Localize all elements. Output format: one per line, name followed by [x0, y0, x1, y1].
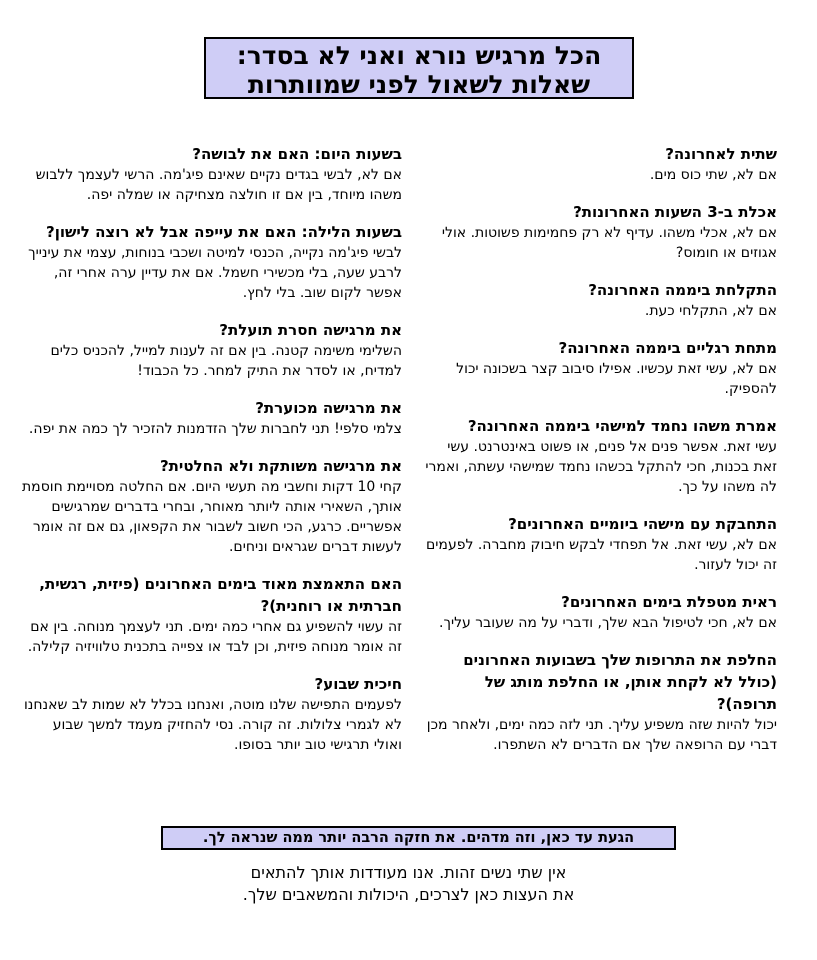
- question-title: את מרגישה חסרת תועלת?: [219, 321, 402, 339]
- question-answer: אם לא, לבשי בגדים נקיים שאינם פיג'מה. הרשי לעצמך ללבוש משהו מיוחד, בין אם זו חולצה מצחיקה או שמלה יפה.: [35, 167, 402, 203]
- question-answer: קחי 10 דקות וחשבי מה תעשי היום. אם החלטה מסויימת חוסמת אותך, השאירי אותה ליותר מאוחר, ובחרי בדברים שמרגישים אפשריים. כרגע, הכי חשוב לשבור את הקפאון, גם אם זה אומר לעשות דברים שגראים וניחים.: [21, 479, 402, 555]
- question-block: [421, 415, 777, 497]
- closing-line-1: אין שתי נשים זהות. אנו מעודדות אותך להתאים: [250, 863, 567, 882]
- question-answer: יכול להיות שזה משפיע עליך. תני לזה כמה ימים, ולאחר מכן דברי עם הרופאה שלך אם הדברים לא השתפרו.: [426, 717, 777, 753]
- question-title: התקלחת ביממה האחרונה?: [588, 281, 777, 299]
- question-answer: אם לא, חכי לטיפול הבא שלך, ודברי על מה שעובר עליך.: [439, 615, 777, 631]
- question-answer: אם לא, עשי זאת עכשיו. אפילו סיבוב קצר בשכונה יכול להספיק.: [456, 361, 777, 397]
- question-block: [421, 201, 777, 263]
- question-block: [421, 649, 777, 755]
- question-title: את מרגישה מכוערת?: [255, 399, 402, 417]
- title-line-1: הכל מרגיש נורא ואני לא בסדר:: [236, 41, 602, 70]
- closing-line-2: את העצות כאן לצרכים, היכולות והמשאבים שלך.: [242, 885, 575, 904]
- question-answer: לפעמים התפישה שלנו מוטה, ואנחנו בכלל לא שמות לב שאנחנו לא לגמרי צלולות. זה קורה. נסי להחזיק מעמד למשך שבוע ואולי תרגישי טוב יותר בסופו.: [23, 697, 402, 753]
- question-block: [22, 573, 402, 657]
- question-block: [421, 337, 777, 399]
- question-title: אכלת ב-3 השעות האחרונות?: [573, 203, 777, 221]
- question-block: [22, 319, 402, 381]
- question-title: ראית מטפלת בימים האחרונים?: [561, 593, 777, 611]
- question-answer: אם לא, התקלחי כעת.: [644, 303, 777, 319]
- question-block: [22, 455, 402, 557]
- question-title: מתחת רגליים ביממה האחרונה?: [558, 339, 777, 357]
- question-answer: אם לא, שתי כוס מים.: [649, 167, 777, 183]
- question-answer: צלמי סלפי! תני לחברות שלך הזדמנות להזכיר לך כמה את יפה.: [28, 421, 402, 437]
- question-answer: אם לא, אכלי משהו. עדיף לא רק פחמימות פשוטות. אולי אגוזים או חומוס?: [441, 225, 777, 261]
- question-block: [421, 143, 777, 185]
- question-block: [421, 513, 777, 575]
- closing-note: [150, 862, 667, 906]
- question-title: בשעות הלילה: האם את עייפה אבל לא רוצה לישון?: [46, 223, 402, 241]
- question-block: [22, 221, 402, 303]
- question-answer: עשי זאת. אפשר פנים אל פנים, או פשוט באינטרנט. עשי זאת בכנות, חכי להתקל בכשהו נחמד שמישהי עשתה, ואמרי לה משהו על כך.: [425, 439, 777, 495]
- left-column: [22, 143, 402, 771]
- question-block: [22, 397, 402, 439]
- question-title: שתית לאחרונה?: [665, 145, 777, 163]
- question-title: התחבקת עם מישהי ביומיים האחרונים?: [508, 515, 777, 533]
- question-title: החלפת את התרופות שלך בשבועות האחרונים (כולל לא לקחת אותן, או החלפת מותג של תרופה)?: [463, 651, 777, 713]
- question-answer: השלימי משימה קטנה. בין אם זה לענות למייל, להכניס כלים למדיח, או לסדר את התיק למחר. כל הכבוד!: [50, 343, 402, 379]
- question-title: האם התאמצת מאוד בימים האחרונים (פיזית, רגשית, חברתית או רוחנית)?: [39, 575, 402, 615]
- question-block: [421, 591, 777, 633]
- question-title: אמרת משהו נחמד למישהי ביממה האחרונה?: [467, 417, 777, 435]
- question-title: חיכית שבוע?: [314, 675, 402, 693]
- question-block: [22, 673, 402, 755]
- question-title: בשעות היום: האם את לבושה?: [192, 145, 402, 163]
- page-title: [204, 37, 634, 99]
- encouragement-banner: הגעת עד כאן, וזה מדהים. את חזקה הרבה יותר ממה שנראה לך.: [161, 826, 676, 850]
- question-answer: אם לא, עשי זאת. אל תפחדי לבקש חיבוק מחברה. לפעמים זה יכול לעזור.: [426, 537, 777, 573]
- question-answer: זה עשוי להשפיע גם אחרי כמה ימים. תני לעצמך מנוחה. בין אם זה אומר מנוחה פיזית, וכן לבד או צפייה בתכנית טלוויזיה קלילה.: [27, 619, 402, 655]
- question-answer: לבשי פיג'מה נקייה, הכנסי למיטה ושכבי בנוחות, עצמי את עינייך לרבע שעה, בלי מכשירי חשמל. אם את עדיין ערה אחרי זה, אפשר לקום שוב. בלי לחץ.: [28, 245, 402, 301]
- right-column: [421, 143, 777, 771]
- title-line-2: שאלות לשאול לפני שמוותרות: [247, 70, 591, 99]
- question-block: [22, 143, 402, 205]
- question-block: [421, 279, 777, 321]
- question-title: את מרגישה משותקת ולא החלטית?: [159, 457, 402, 475]
